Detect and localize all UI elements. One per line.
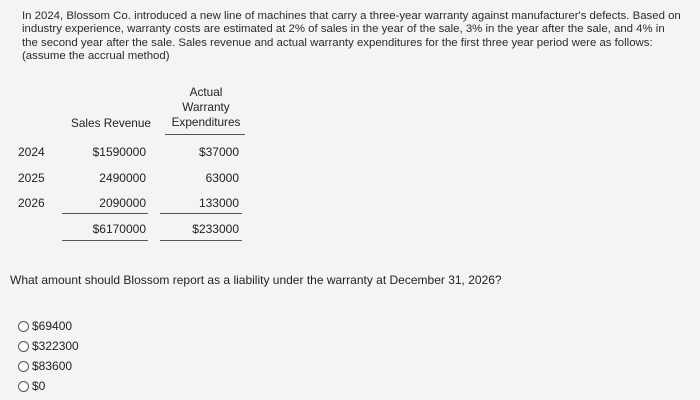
year-2025-label: 2025 bbox=[18, 171, 45, 185]
radio-button-icon[interactable] bbox=[18, 361, 29, 372]
warranty-expenditures-header bbox=[160, 85, 252, 130]
warranty-total-rule bbox=[160, 240, 242, 241]
option-label: $69400 bbox=[32, 319, 73, 333]
warranty-header-underline bbox=[165, 134, 245, 135]
sales-2025-value: 2490000 bbox=[99, 171, 146, 185]
option-label: $83600 bbox=[32, 359, 73, 373]
radio-button-icon[interactable] bbox=[18, 321, 29, 332]
answer-options bbox=[18, 316, 79, 396]
warranty-2025-value: 63000 bbox=[205, 171, 239, 185]
warranty-header-line-2: Warranty bbox=[182, 100, 230, 114]
option-322300[interactable] bbox=[18, 336, 79, 356]
problem-intro: In 2024, Blossom Co. introduced a new line of machines that carry a three-year warranty against manufacturer's defects. Based on industry experience, warranty costs are estimated at 2% of sales in the year of the sale, 3% in the year after the sale, and 4% in the second year after the sale. Sales revenue and actual warranty expenditures for the first three year period were as follows: (assume the accrual method) bbox=[22, 10, 681, 63]
sales-total-rule bbox=[62, 240, 148, 241]
warranty-subtotal-rule bbox=[160, 213, 242, 214]
year-2024-label: 2024 bbox=[18, 145, 45, 159]
option-label: $0 bbox=[32, 379, 46, 393]
sales-revenue-header: Sales Revenue bbox=[70, 116, 151, 130]
warranty-header-line-3: Expenditures bbox=[171, 115, 241, 129]
option-83600[interactable] bbox=[18, 356, 79, 376]
warranty-total-value: $233000 bbox=[192, 222, 239, 236]
warranty-2026-value: 133000 bbox=[198, 196, 239, 210]
radio-button-icon[interactable] bbox=[18, 381, 29, 392]
option-label: $322300 bbox=[32, 339, 79, 353]
sales-2024-value: $1590000 bbox=[92, 145, 146, 159]
sales-subtotal-rule bbox=[62, 213, 148, 214]
warranty-header-line-1: Actual bbox=[189, 85, 223, 99]
sales-2026-value: 2090000 bbox=[99, 196, 146, 210]
radio-button-icon[interactable] bbox=[18, 341, 29, 352]
year-2026-label: 2026 bbox=[18, 196, 45, 210]
warranty-2024-value: $37000 bbox=[198, 145, 239, 159]
question-text: What amount should Blossom report as a liability under the warranty at December 31, 2026? bbox=[10, 273, 502, 287]
option-0[interactable] bbox=[18, 376, 79, 396]
sales-total-value: $6170000 bbox=[92, 222, 146, 236]
option-69400[interactable] bbox=[18, 316, 79, 336]
